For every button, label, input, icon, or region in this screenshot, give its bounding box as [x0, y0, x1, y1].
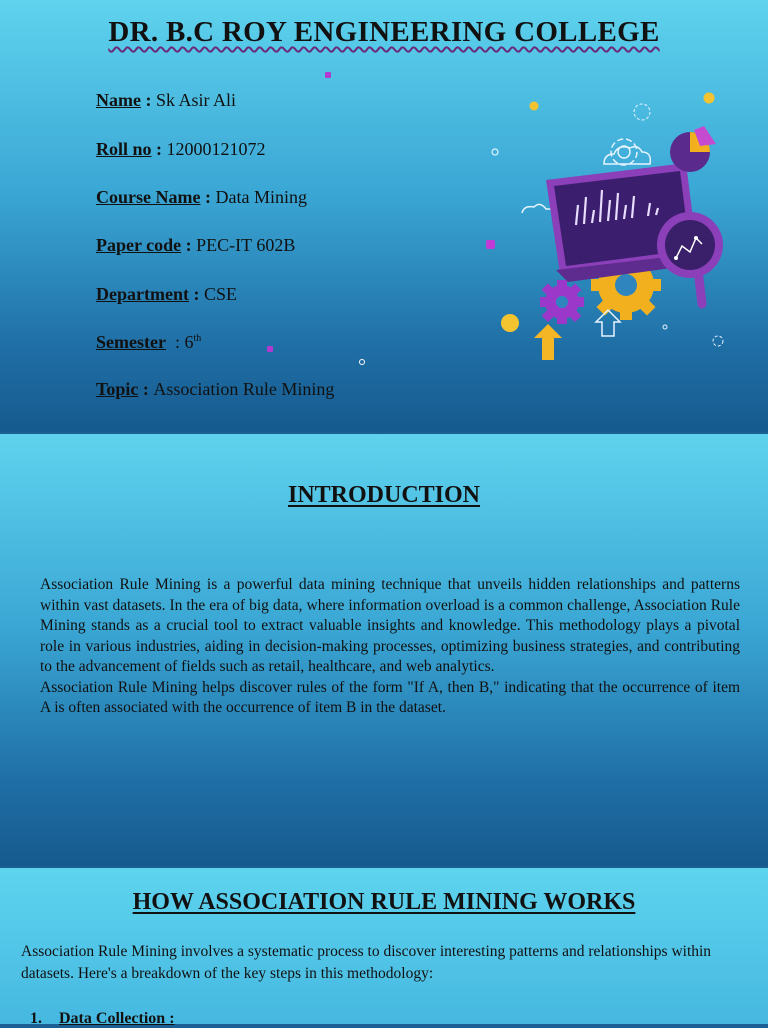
info-value: Data Mining [215, 187, 307, 207]
info-label: Roll no [96, 139, 152, 159]
info-label: Course Name [96, 187, 201, 207]
introduction-slide [0, 434, 768, 866]
introduction-paragraph: Association Rule Mining helps discover rules of the form "If A, then B," indicating that the occurrence of item A is often associated with the occurrence of item B in the dataset. [40, 678, 740, 716]
decor-dot-icon [530, 102, 539, 111]
how-it-works-heading: HOW ASSOCIATION RULE MINING WORKS [132, 889, 636, 915]
info-name: Name : Sk Asir Ali [96, 90, 237, 110]
decor-dot-icon [492, 149, 498, 155]
step-data-collection [30, 1010, 175, 1028]
purple-gear-icon [540, 280, 584, 324]
info-course-name: Course Name : Data Mining [96, 187, 307, 207]
college-title: DR. B.C ROY ENGINEERING COLLEGE [108, 16, 660, 48]
info-value: 6 [184, 332, 194, 352]
decor-dot [267, 346, 273, 352]
how-it-works-paragraph: Association Rule Mining involves a systematic process to discover interesting patterns and relationships within datasets. Here's a breakdown of the key steps in this methodology: [21, 943, 712, 982]
decor-dot-icon [704, 93, 715, 104]
data-analytics-illustration [480, 60, 740, 370]
info-superscript: th [193, 333, 202, 344]
info-paper-code: Paper code : PEC-IT 602B [96, 235, 296, 255]
decor-dot-icon [634, 104, 650, 120]
info-label: Semester [96, 332, 166, 352]
introduction-paragraph: Association Rule Mining is a powerful data mining technique that unveils hidden relationships and patterns within vast datasets. In the era of big data, where information overload is a common challenge, Association Rule Mining stands as a crucial tool to extract valuable insights and knowledge. This methodology plays a pivotal role in various industries, aiding in decision-making processes, optimizing business strategies, and contributing to the advancement of fields such as retail, healthcare, and web analytics. [40, 576, 740, 675]
info-value: 12000121072 [166, 139, 266, 159]
info-value: CSE [203, 284, 237, 304]
title-slide [0, 0, 768, 432]
info-label: Department [96, 284, 189, 304]
info-value: Sk Asir Ali [155, 90, 237, 110]
decor-dot-icon [501, 314, 519, 332]
info-label: Paper code [96, 235, 182, 255]
info-semester: Semester : 6th [96, 332, 202, 352]
decor-dot-icon [486, 240, 495, 249]
decor-dot [359, 359, 365, 365]
info-roll-no: Roll no : 12000121072 [96, 139, 266, 159]
magnifier-icon [657, 212, 723, 304]
up-arrow-outline-icon [596, 310, 620, 336]
decor-dot-icon [713, 336, 723, 346]
info-topic: Topic : Association Rule Mining [96, 379, 335, 399]
info-value: PEC-IT 602B [196, 235, 296, 255]
introduction-text [40, 575, 740, 719]
info-department: Department : CSE [96, 284, 237, 304]
info-value: Association Rule Mining [153, 379, 335, 399]
decor-dot-icon [663, 325, 667, 329]
up-arrow-icon [534, 324, 562, 360]
info-label: Topic [96, 379, 139, 399]
introduction-heading: INTRODUCTION [287, 482, 481, 508]
step-number: 1. [30, 1010, 42, 1027]
decor-dot [325, 72, 331, 78]
pie-chart-icon [670, 126, 716, 172]
info-label: Name [96, 90, 141, 110]
step-label: Data Collection : [59, 1010, 175, 1027]
